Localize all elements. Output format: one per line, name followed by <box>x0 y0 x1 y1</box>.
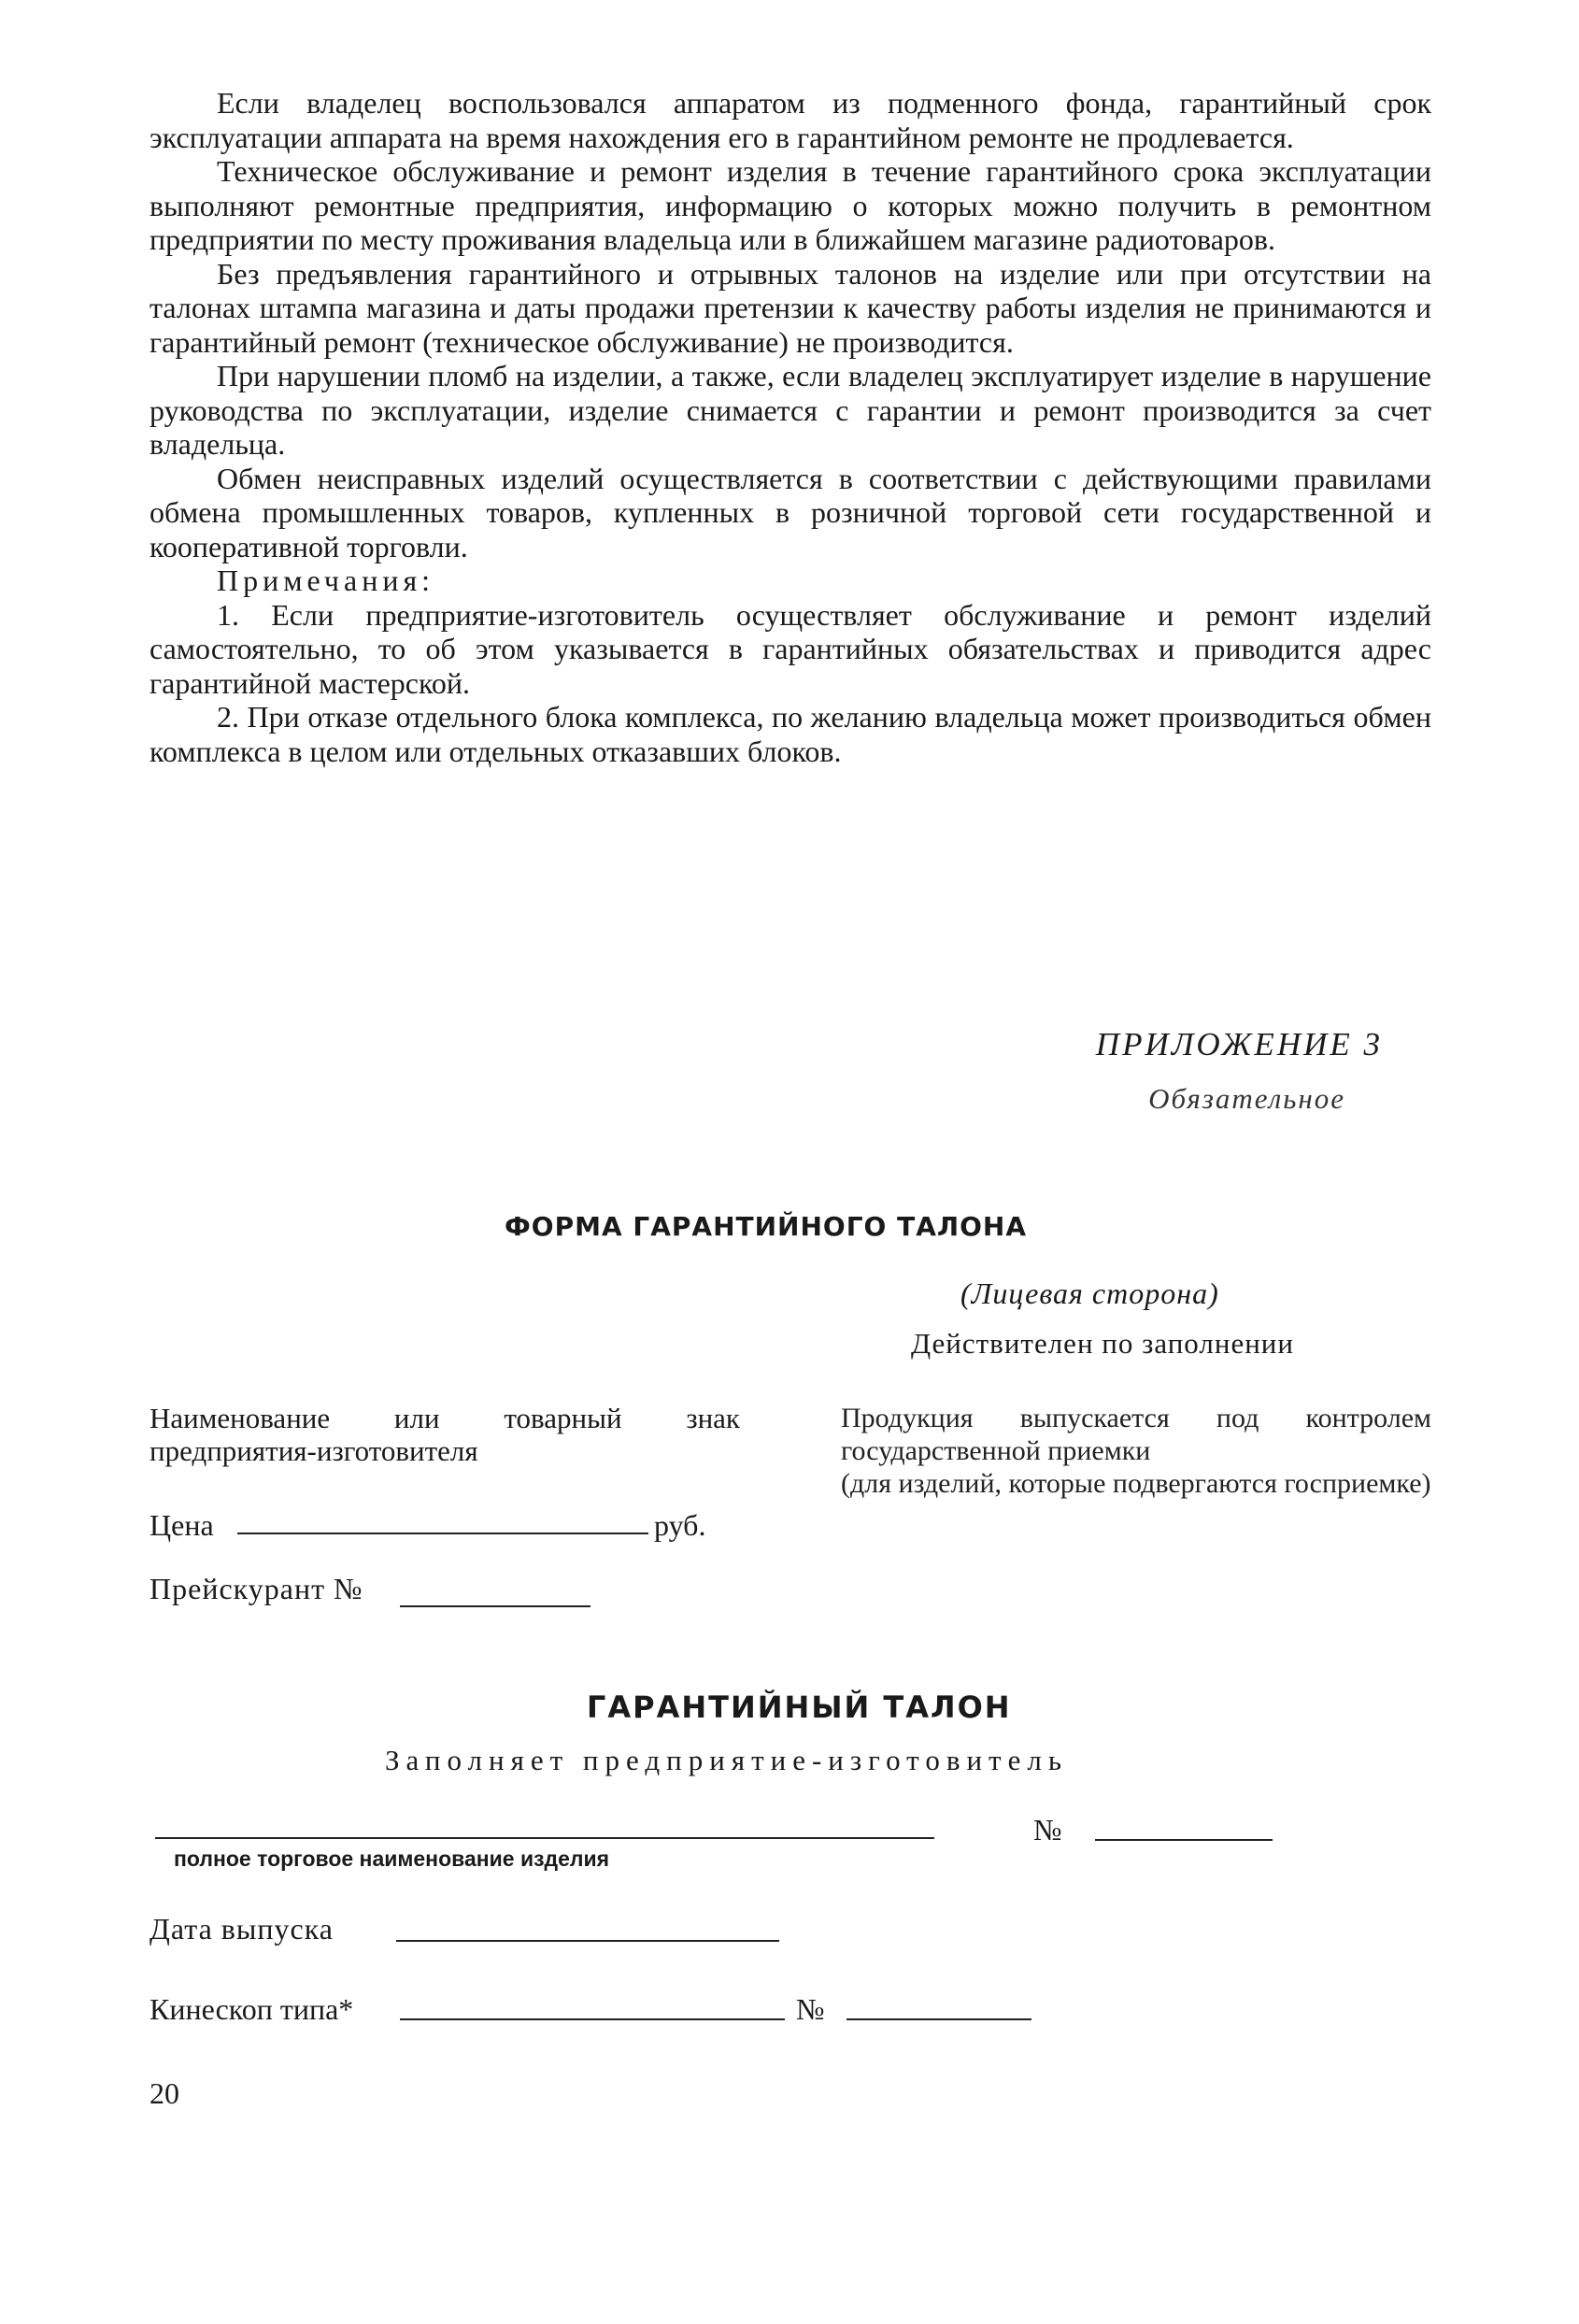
pricelist-label: Прейскурант № <box>149 1572 363 1605</box>
paragraph-seal-violation: При нарушении пломб на изделии, а также, если владелец эксплуатирует изделие в нарушение руководства по эксплуатации, изделие снимается с гарантии и ремонт производится за счет владельца. <box>149 359 1431 461</box>
coupon-number-line <box>1095 1839 1273 1841</box>
release-date-line <box>396 1940 779 1942</box>
coupon-number-label: № <box>1033 1813 1062 1846</box>
page-number: 20 <box>149 2076 179 2110</box>
pricelist-line <box>400 1605 590 1607</box>
note-1: 1. Если предприятие-изготовитель осуществляет обслуживание и ремонт изделий самостоятельно, то об этом указывается в гарантийных обязательствах и приводится адрес гарантийной мастерской. <box>149 597 1431 700</box>
form-side-label: (Лицевая сторона) <box>960 1276 1219 1310</box>
state-acceptance-text: Продукция выпускается под контролем государственной приемки <box>841 1403 1431 1466</box>
paragraph-replacement-fund: Если владелец воспользовался аппаратом из подменного фонда, гарантийный срок эксплуатации аппарата на время нахождения его в гарантийном ремонте не продлевается. <box>149 86 1431 154</box>
paragraph-coupons-required: Без предъявления гарантийного и отрывных талонов на изделие или при отсутствии на талонах штампа магазина и даты продажи претензии к качеству работы изделия не принимаются и гарантийный ремонт (техническое обслуживание) не производится. <box>149 256 1431 359</box>
kinescope-number-label: № <box>796 1992 825 2026</box>
note-2: 2. При отказе отдельного блока комплекса, по желанию владельца может производиться обмен комплекса в целом или отдельных отказавших блоков. <box>149 700 1431 768</box>
state-acceptance-block <box>841 1402 1431 1500</box>
price-line <box>237 1533 648 1534</box>
warranty-terms-text <box>149 86 1431 768</box>
appendix-title: ПРИЛОЖЕНИЕ 3 <box>1095 1026 1383 1062</box>
product-name-caption: полное торговое наименование изделия <box>174 1846 610 1871</box>
form-valid-note: Действителен по заполнении <box>911 1327 1294 1360</box>
price-unit: руб. <box>654 1508 706 1542</box>
manufacturer-name-block: Наименование или товарный знак предприятия-изготовителя <box>149 1402 740 1467</box>
state-acceptance-note: (для изделий, которые подвергаются госприемке) <box>841 1468 1431 1499</box>
kinescope-number-line <box>846 2018 1031 2020</box>
kinescope-label: Кинескоп типа* <box>149 1992 354 2026</box>
appendix-subtitle: Обязательное <box>1148 1082 1345 1115</box>
paragraph-maintenance: Техническое обслуживание и ремонт изделия в течение гарантийного срока эксплуатации выполняют ремонтные предприятия, информацию о которых можно получить в ремонтном предприятии по месту проживания владельца или в ближайшем магазине радиотоваров. <box>149 154 1431 256</box>
coupon-title: ГАРАНТИЙНЫЙ ТАЛОН <box>587 1690 1012 1725</box>
release-date-label: Дата выпуска <box>149 1912 334 1946</box>
price-label: Цена <box>149 1508 214 1542</box>
paragraph-exchange: Обмен неисправных изделий осуществляется в соответствии с действующими правилами обмена промышленных товаров, купленных в розничной торговой сети государственной и кооперативной торговли. <box>149 461 1431 563</box>
notes-heading: Примечания: <box>217 563 435 597</box>
kinescope-type-line <box>400 2018 785 2020</box>
product-name-line <box>155 1837 934 1839</box>
coupon-filled-by: Заполняет предприятие-изготовитель <box>385 1744 1068 1776</box>
form-title: ФОРМА ГАРАНТИЙНОГО ТАЛОНА <box>505 1211 1028 1242</box>
